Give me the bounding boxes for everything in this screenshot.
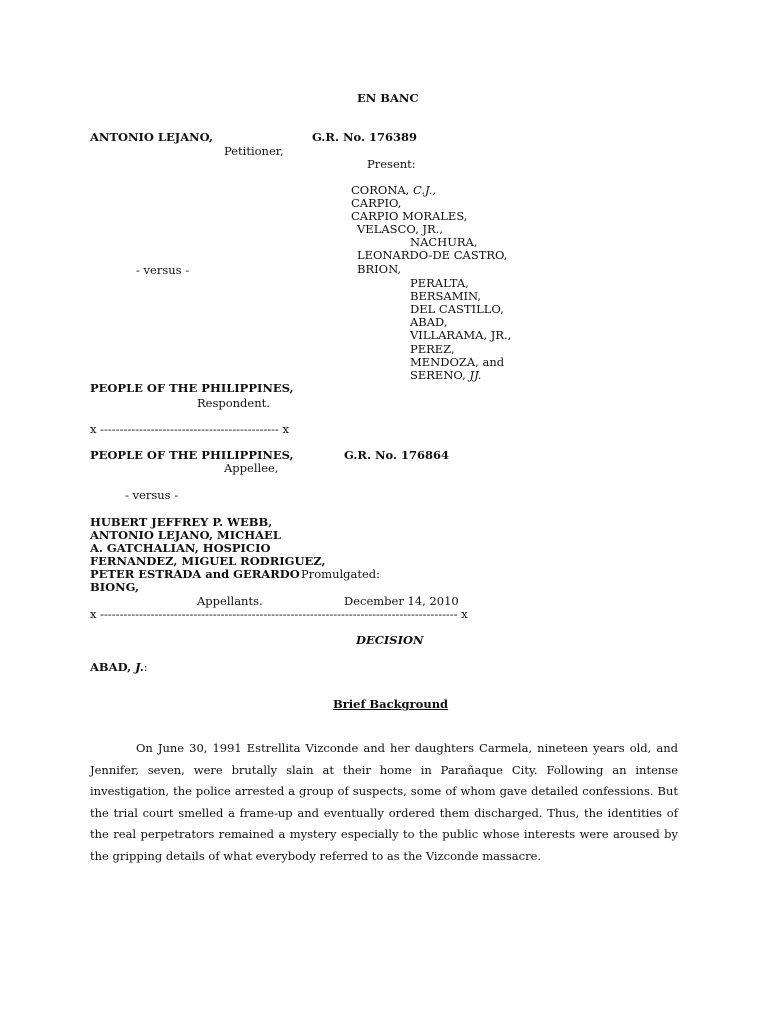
justice-line: LEONARDO-DE CASTRO,	[357, 248, 508, 262]
gr-number-2: G.R. No. 176864	[344, 448, 449, 462]
justice-line: MENDOZA, and	[410, 355, 505, 369]
body-paragraph: On June 30, 1991 Estrellita Vizconde and her daughters Carmela, nineteen years old, and Jennifer, seven, were brutally slain at their home in Parañaque City. Following an intense investigation, the police arrested a group of suspects, some of whom gave detailed confessions. But the trial court smelled a frame-up and eventually ordered them discharged. Thus, the identities of the real perpetrators remained a mystery especially to the public whose interests were aroused by the gripping details of what everybody referred to as the Vizconde massacre.	[90, 741, 678, 863]
justice-line: ABAD,	[410, 315, 448, 329]
section-title: Brief Background	[333, 697, 449, 711]
justice-line: BRION,	[357, 262, 402, 276]
justice-line: PEREZ,	[410, 342, 455, 356]
present-label: Present:	[367, 157, 416, 171]
separator-line: x -------------------------------------------------------------------------------------------- x	[90, 607, 468, 621]
decision-title: DECISION	[356, 633, 424, 647]
justice-line: VILLARAMA, JR.,	[410, 328, 512, 342]
justice-line: NACHURA,	[410, 235, 478, 249]
justice-line: BERSAMIN,	[410, 289, 481, 303]
justice-line: CARPIO MORALES,	[351, 209, 468, 223]
justice-line: VELASCO, JR.,	[357, 222, 443, 236]
versus-2: - versus -	[125, 488, 179, 502]
respondent-name: PEOPLE OF THE PHILIPPINES,	[90, 381, 294, 395]
promulgation-date: December 14, 2010	[344, 594, 459, 608]
appellee-name: PEOPLE OF THE PHILIPPINES,	[90, 448, 294, 462]
justice-line: DEL CASTILLO,	[410, 302, 504, 316]
appellee-role: Appellee,	[224, 461, 279, 475]
appellant-line: A. GATCHALIAN, HOSPICIO	[90, 541, 271, 555]
appellants-role: Appellants.	[197, 594, 263, 608]
appellant-line: ANTONIO LEJANO, MICHAEL	[90, 528, 281, 542]
justice-line: SERENO, JJ.	[410, 368, 482, 382]
justice-line: CARPIO,	[351, 196, 402, 210]
gr-number-1: G.R. No. 176389	[312, 130, 417, 144]
justice-line: CORONA, C.J.,	[351, 183, 437, 197]
petitioner-name: ANTONIO LEJANO,	[90, 130, 213, 144]
promulgated-label: Promulgated:	[301, 567, 381, 581]
respondent-role: Respondent.	[197, 396, 270, 410]
ponente: ABAD, J.:	[90, 660, 148, 674]
versus-1: - versus -	[136, 263, 190, 277]
court-division-heading: EN BANC	[357, 91, 419, 105]
appellant-line: FERNANDEZ, MIGUEL RODRIGUEZ,	[90, 554, 326, 568]
justice-line: PERALTA,	[410, 276, 469, 290]
appellant-line: BIONG,	[90, 580, 140, 594]
appellant-line: PETER ESTRADA and GERARDO	[90, 567, 300, 581]
separator-line: x ---------------------------------------------- x	[90, 422, 290, 436]
petitioner-role: Petitioner,	[224, 144, 284, 158]
appellant-line: HUBERT JEFFREY P. WEBB,	[90, 515, 273, 529]
